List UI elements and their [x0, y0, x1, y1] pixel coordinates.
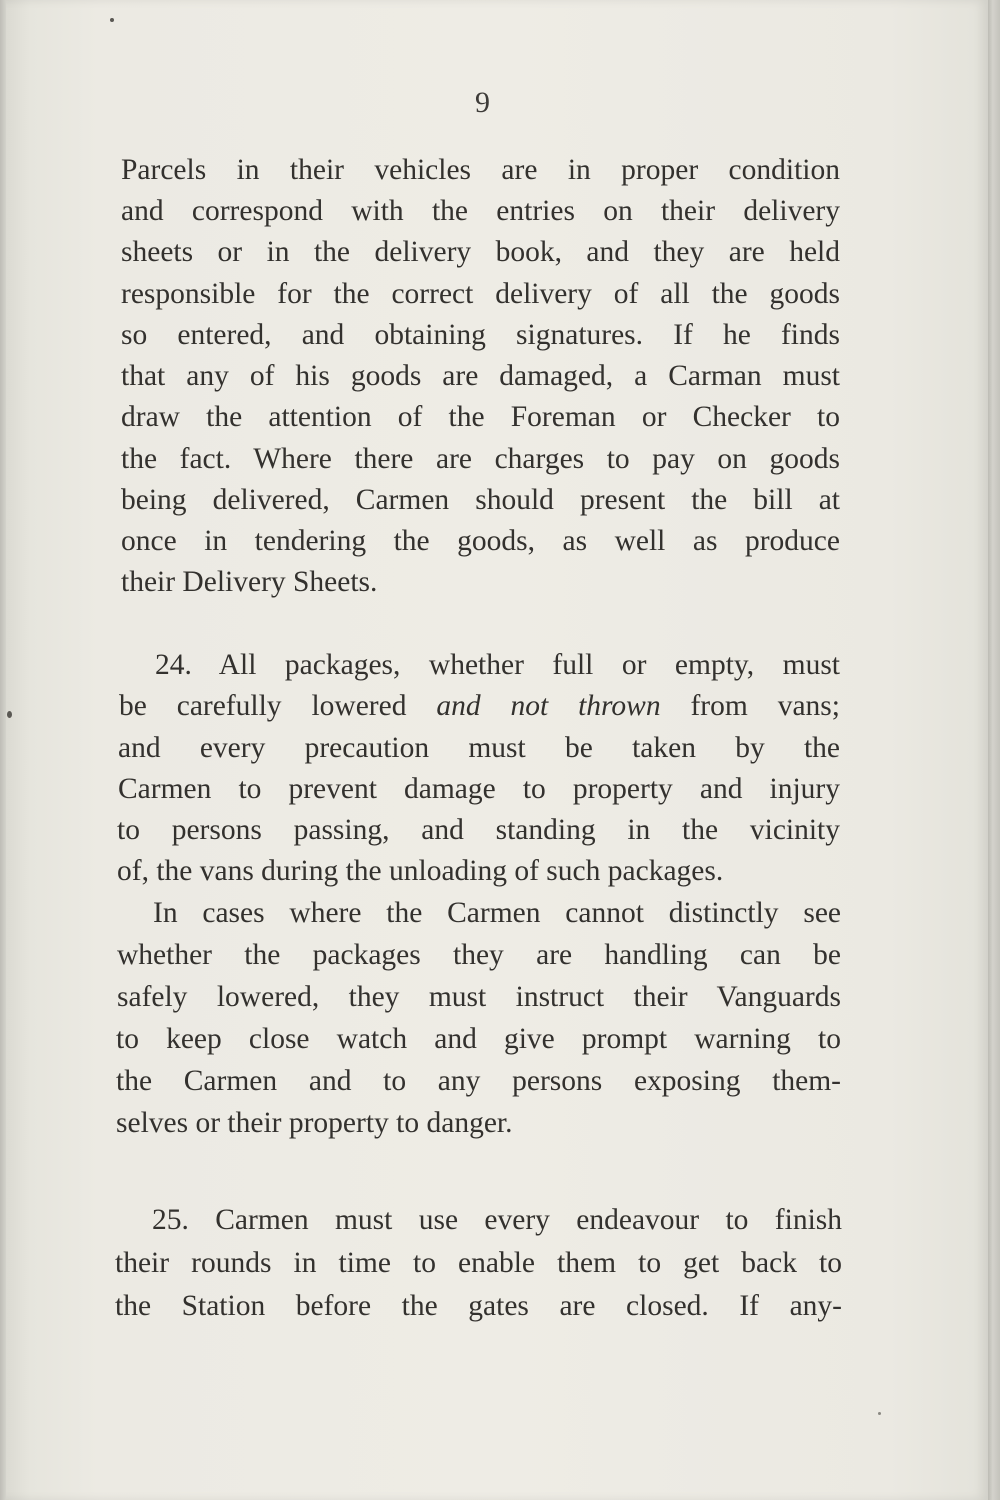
text-line: whether the packages they are handling can be [117, 939, 841, 971]
text-line: of, the vans during the unloading of such packages. [117, 855, 724, 887]
text-line: that any of his goods are damaged, a Carman must [121, 360, 840, 392]
text-line: being delivered, Carmen should present the bill at [121, 484, 840, 516]
ink-speck [7, 711, 12, 718]
text-line: responsible for the correct delivery of all the goods [121, 278, 840, 310]
text-line: safely lowered, they must instruct their Vanguards [117, 981, 841, 1013]
text-line-rule-25: 25. Carmen must use every endeavour to finish [152, 1204, 842, 1236]
text-line: the Carmen and to any persons exposing them- [116, 1065, 841, 1097]
text-line: selves or their property to danger. [116, 1107, 513, 1139]
text-line: and correspond with the entries on their delivery [121, 195, 840, 227]
ink-speck [110, 18, 114, 22]
page-left-edge [0, 0, 6, 1500]
text-line: the Station before the gates are closed. If any- [115, 1290, 842, 1322]
text-line: the fact. Where there are charges to pay on goods [121, 443, 840, 475]
page-right-edge [988, 0, 1000, 1500]
text-line: and every precaution must be taken by the [118, 732, 840, 764]
text-line: Carmen to prevent damage to property and injury [118, 773, 840, 805]
text-line: their rounds in time to enable them to get back to [115, 1247, 842, 1279]
text-line: Parcels in their vehicles are in proper condition [121, 154, 840, 186]
page-number: 9 [475, 86, 490, 119]
text-line: draw the attention of the Foreman or Checker to [121, 401, 840, 433]
text-line: once in tendering the goods, as well as produce [121, 525, 840, 557]
text-run: be carefully lowered [119, 690, 437, 722]
text-run: from vans; [660, 690, 840, 722]
text-line: to persons passing, and standing in the vicinity [117, 814, 840, 846]
italic-emphasis: and not thrown [436, 690, 661, 722]
text-line: In cases where the Carmen cannot distinctly see [153, 897, 841, 929]
ink-speck [878, 1412, 881, 1415]
text-line-rule-24: 24. All packages, whether full or empty, must [155, 649, 840, 681]
text-line: to keep close watch and give prompt warning to [116, 1023, 841, 1055]
text-line: their Delivery Sheets. [121, 566, 378, 598]
text-line-with-italic [119, 688, 840, 724]
text-line: so entered, and obtaining signatures. If he finds [121, 319, 840, 351]
text-line: sheets or in the delivery book, and they are held [121, 236, 840, 268]
